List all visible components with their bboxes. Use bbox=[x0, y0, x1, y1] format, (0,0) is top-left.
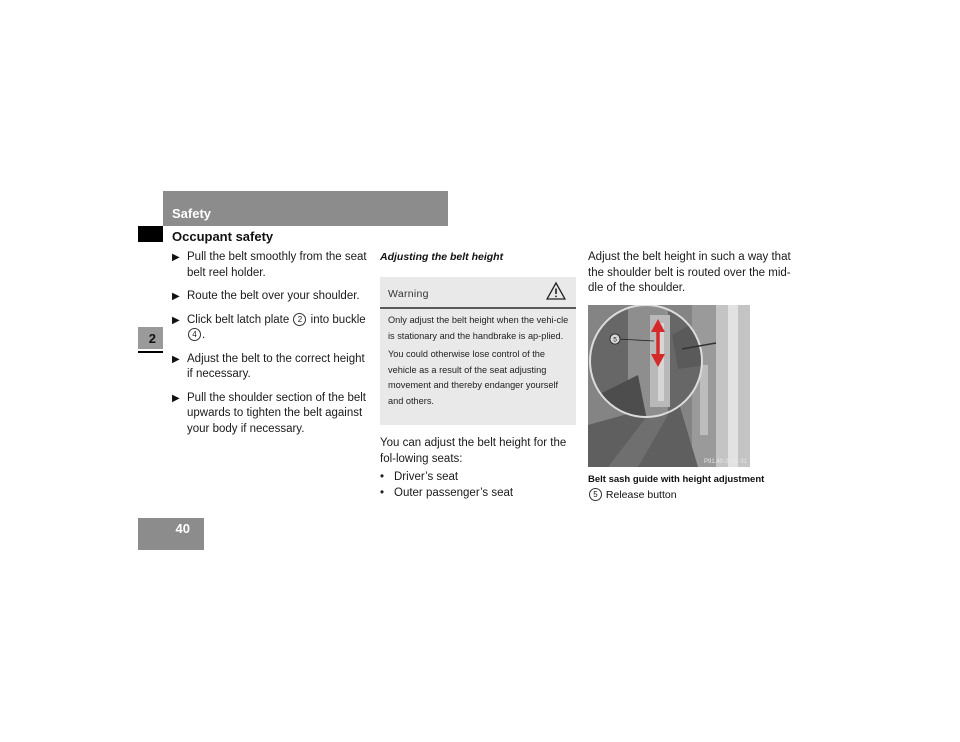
step-item bbox=[172, 391, 368, 438]
step-text-part: . bbox=[202, 329, 206, 341]
step-text: Route the belt over your shoulder. bbox=[187, 290, 360, 302]
section-heading: Adjusting the belt height bbox=[380, 251, 504, 263]
step-item bbox=[172, 289, 368, 305]
warning-triangle-icon bbox=[546, 281, 566, 301]
list-item bbox=[380, 486, 580, 502]
step-text-part: Click belt latch plate bbox=[187, 313, 293, 326]
step-item bbox=[172, 352, 368, 383]
step-text: Adjust the belt to the correct height if necessary. bbox=[187, 352, 365, 380]
step-text bbox=[187, 313, 368, 344]
step-item bbox=[172, 250, 368, 281]
arrow-right-icon: ▶ bbox=[172, 392, 180, 404]
ref-number-badge: 4 bbox=[188, 328, 201, 341]
subsection-title: Occupant safety bbox=[172, 229, 274, 244]
caption-title: Belt sash guide with height adjustment bbox=[588, 474, 765, 485]
seat-name: Outer passenger’s seat bbox=[394, 486, 514, 499]
ref-number-badge: 2 bbox=[293, 313, 306, 326]
chapter-number: 2 bbox=[148, 331, 156, 346]
bullet-icon: • bbox=[380, 471, 385, 483]
page-number: 40 bbox=[175, 521, 190, 536]
section-title: Safety bbox=[172, 206, 212, 221]
arrow-right-icon: ▶ bbox=[172, 252, 180, 263]
step-text-part: into buckle bbox=[307, 313, 366, 326]
step-item bbox=[172, 313, 368, 344]
arrow-right-icon: ▶ bbox=[172, 314, 180, 326]
warning-body bbox=[388, 313, 572, 412]
seat-name: Driver’s seat bbox=[394, 471, 459, 483]
arrow-right-icon: ▶ bbox=[172, 291, 180, 302]
seats-section bbox=[380, 436, 580, 501]
belt-sash-guide-photo bbox=[588, 305, 750, 467]
warning-paragraph: Only adjust the belt height when the vehi-cle is stationary and the handbrake is ap-plied. bbox=[388, 315, 569, 341]
step-text: Pull the shoulder section of the belt upwards to tighten the belt against your body if necessary. bbox=[187, 391, 367, 435]
caption-text: Release button bbox=[605, 489, 677, 501]
header-marker bbox=[138, 226, 163, 242]
seats-intro: You can adjust the belt height for the fol-lowing seats: bbox=[380, 437, 567, 465]
bullet-icon: • bbox=[380, 486, 385, 499]
warning-divider bbox=[380, 307, 576, 309]
callout-number: 5 bbox=[613, 336, 617, 344]
ref-number-badge: 5 bbox=[589, 488, 602, 501]
caption-item bbox=[588, 488, 677, 501]
list-item bbox=[380, 470, 580, 486]
step-text: Pull the belt smoothly from the seat belt reel holder. bbox=[187, 251, 367, 279]
chapter-tab-underline bbox=[138, 351, 163, 353]
warning-title: Warning bbox=[388, 288, 429, 300]
adjust-instruction: Adjust the belt height in such a way that the shoulder belt is routed over the mid-dle of the shoulder. bbox=[588, 251, 791, 294]
steps-list bbox=[172, 250, 368, 445]
warning-paragraph: You could otherwise lose control of the vehicle as a result of the seat adjusting movement and thereby endanger yourself and others. bbox=[388, 349, 559, 406]
arrow-right-icon: ▶ bbox=[172, 353, 180, 365]
photo-code: P91.40-2131-31 bbox=[704, 459, 748, 465]
